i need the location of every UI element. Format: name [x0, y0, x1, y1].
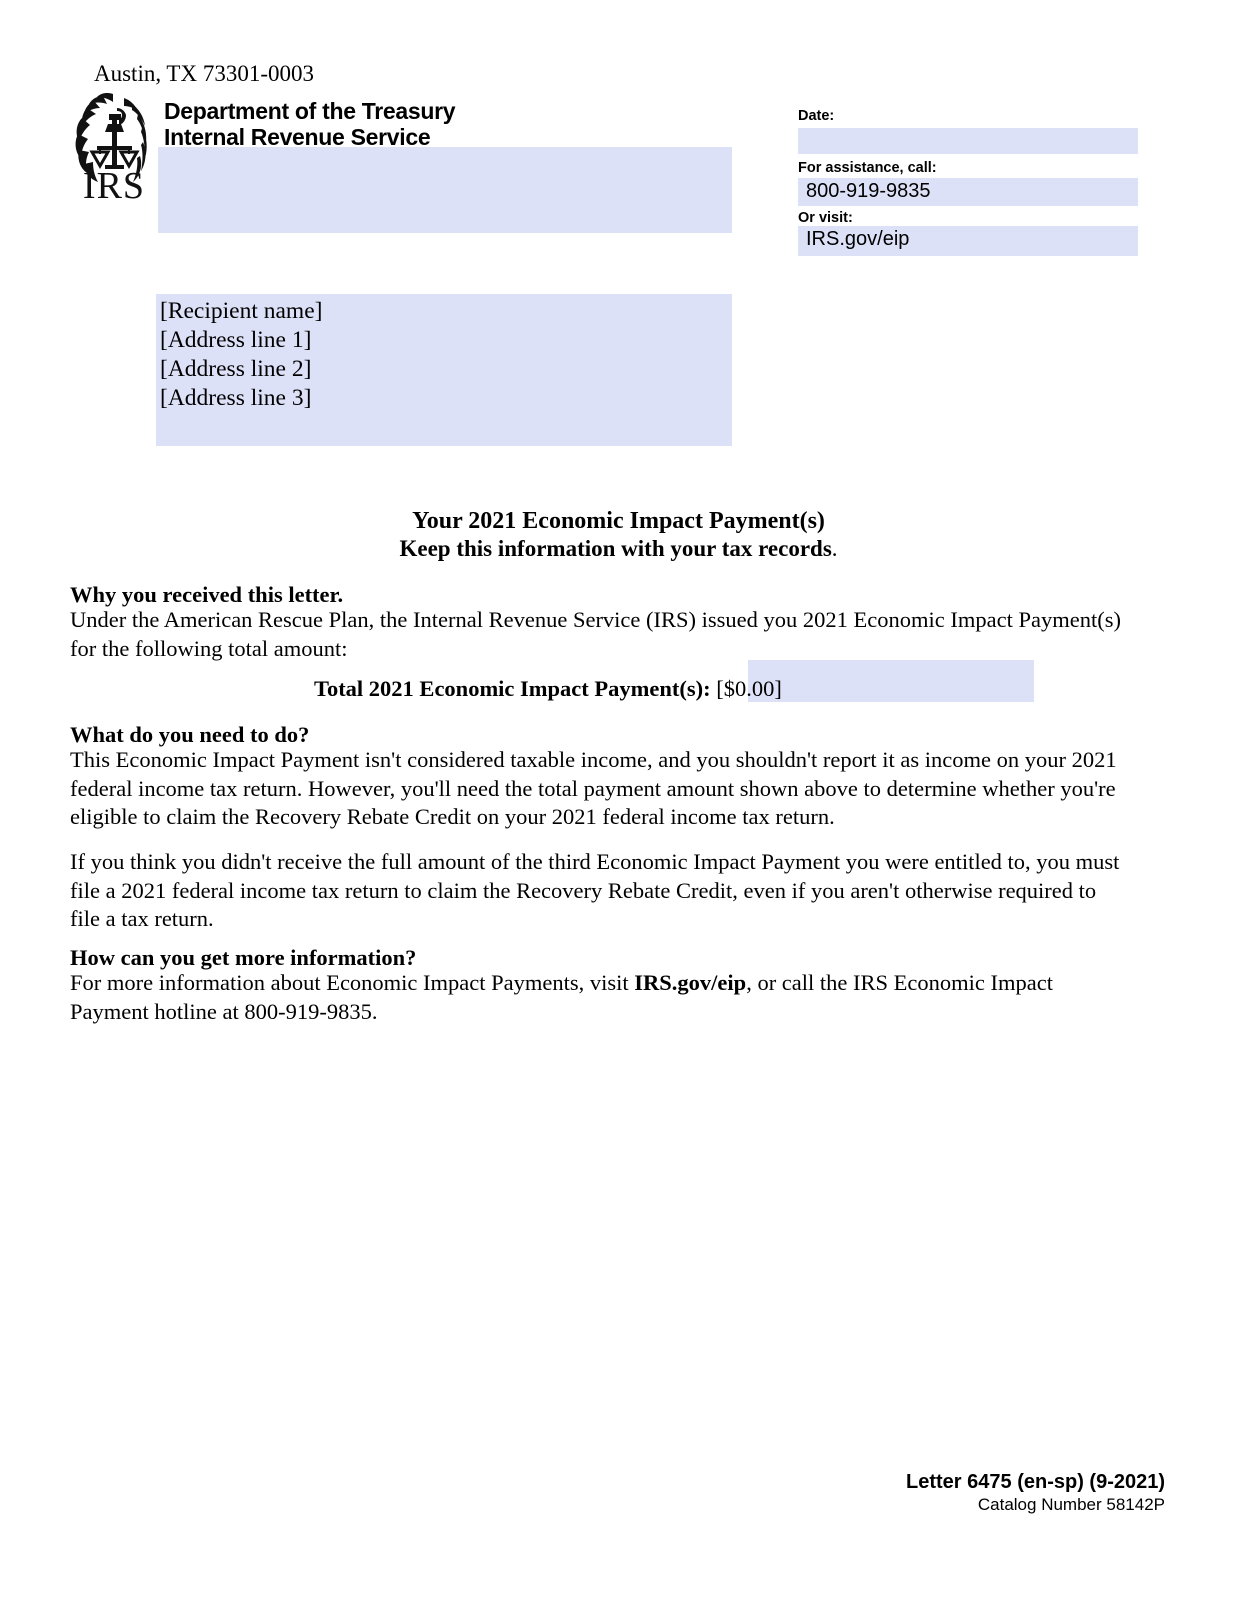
- letter-title: Your 2021 Economic Impact Payment(s): [412, 508, 825, 534]
- date-value-highlight: [798, 128, 1138, 154]
- total-payment-line: [314, 675, 782, 702]
- letter-number: Letter 6475 (en-sp) (9-2021): [906, 1471, 1165, 1493]
- total-amount-highlight: [748, 660, 1034, 702]
- recipient-address-line-3: [Address line 3]: [160, 385, 312, 411]
- more-info-text-pre: For more information about Economic Impact Payments, visit: [70, 970, 635, 995]
- more-information-body: [70, 969, 1128, 1026]
- assistance-label: For assistance, call:: [798, 160, 937, 176]
- irs-eip-link[interactable]: IRS.gov/eip: [634, 970, 747, 995]
- agency-line-treasury: Department of the Treasury: [164, 98, 456, 124]
- visit-label: Or visit:: [798, 210, 853, 226]
- more-information-heading: How can you get more information?: [70, 945, 417, 970]
- catalog-number: Catalog Number 58142P: [977, 1495, 1165, 1514]
- what-to-do-body-first: This Economic Impact Payment isn't considered taxable income, and you shouldn't report it as income on your 2021 federal income tax return. However, you'll need the total payment amount shown above to determine whether you're eligible to claim the Recovery Rebate Credit on your 2021 federal income tax return.: [70, 747, 1117, 829]
- total-payment-label: Total 2021 Economic Impact Payment(s):: [314, 676, 711, 701]
- letter-subtitle-bold: Keep this information with your tax records: [399, 536, 832, 561]
- what-to-do-heading: What do you need to do?: [70, 722, 310, 747]
- assistance-phone-value: 800-919-9835: [806, 180, 931, 202]
- letter-subtitle-period: .: [831, 536, 838, 561]
- letter-subtitle: [0, 535, 1237, 562]
- why-received-heading: Why you received this letter.: [70, 582, 344, 607]
- total-payment-amount: [$0.00]: [716, 676, 782, 701]
- what-to-do-body-second: If you think you didn't receive the full amount of the third Economic Impact Payment you were entitled to, you must file a 2021 federal income tax return to claim the Recovery Rebate Credit, even if you aren't otherwise required to file a tax return.: [70, 849, 1120, 931]
- recipient-address-block: [160, 297, 322, 413]
- agency-name: [164, 98, 455, 150]
- recipient-address-line-1: [Address line 1]: [160, 327, 312, 353]
- agency-line-irs: Internal Revenue Service: [164, 124, 431, 150]
- recipient-name-line: [Recipient name]: [160, 298, 323, 324]
- office-address: Austin, TX 73301-0003: [94, 61, 314, 86]
- visit-url-value: IRS.gov/eip: [806, 228, 910, 250]
- date-label: Date:: [798, 108, 835, 124]
- why-received-body: Under the American Rescue Plan, the Internal Revenue Service (IRS) issued you 2021 Economic Impact Payment(s) for the following total amount:: [70, 607, 1121, 661]
- irs-eagle-scales-logo-icon: [72, 90, 156, 202]
- footer: [906, 1470, 1165, 1515]
- svg-text:IRS: IRS: [82, 165, 146, 202]
- more-info-text-post: , or call the IRS Economic Impact Payment hotline at 800-919-9835.: [70, 970, 1053, 1024]
- recipient-address-line-2: [Address line 2]: [160, 356, 312, 382]
- masthead: [72, 90, 772, 220]
